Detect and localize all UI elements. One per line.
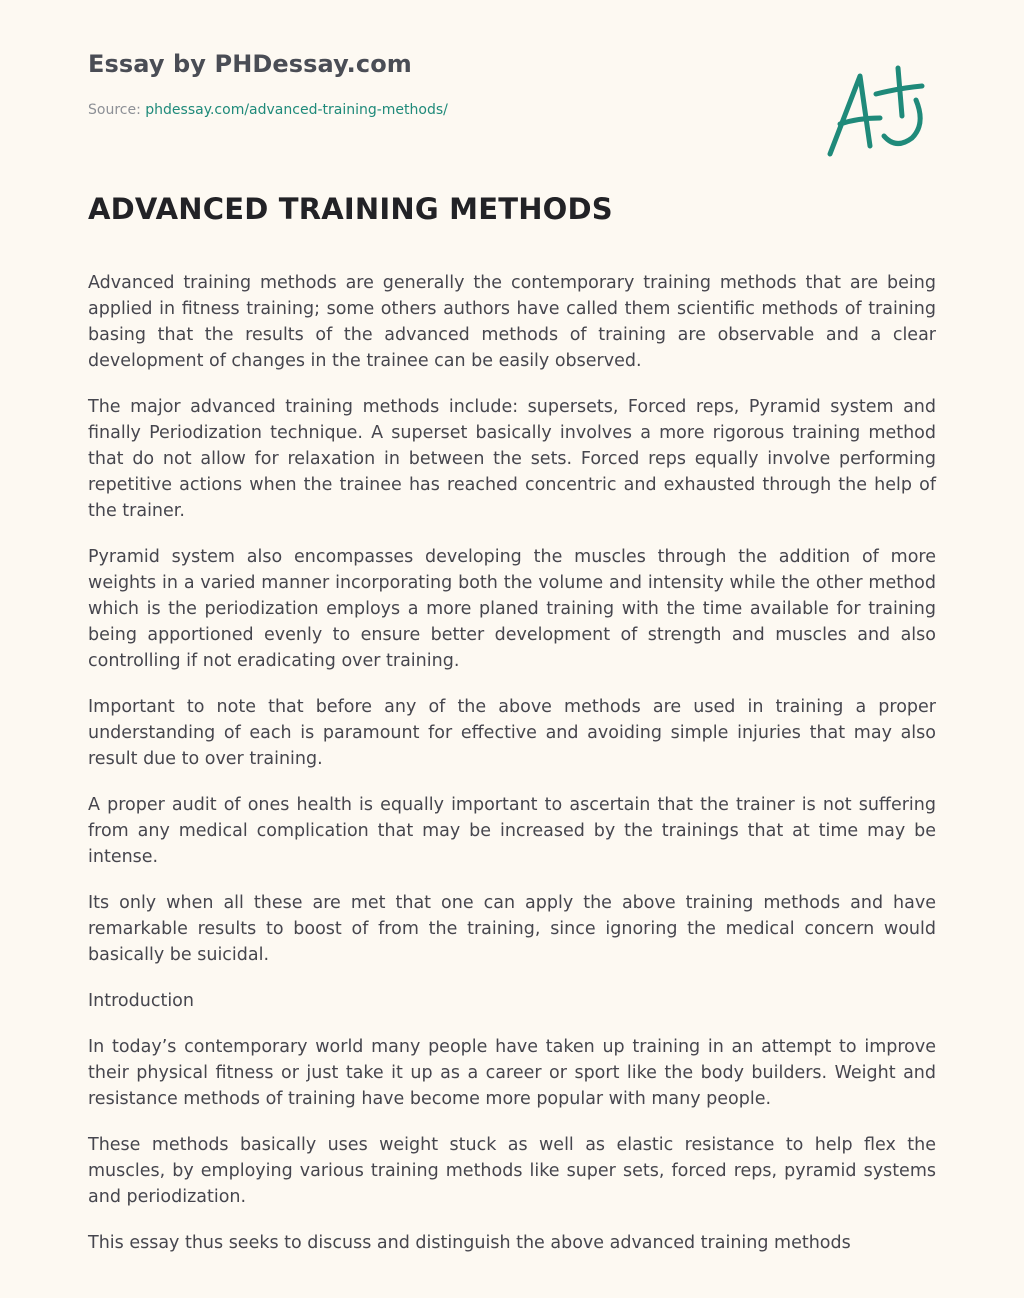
source-label: Source:: [88, 102, 141, 118]
source-link[interactable]: phdessay.com/advanced-training-methods/: [145, 102, 448, 118]
essay-body: [88, 270, 936, 1276]
paragraph: In today’s contemporary world many people have taken up training in an attempt to improve their physical fitness or just take it up as a career or sport like the body builders. Weight and resistance methods of training have become more popular with many people.: [88, 1037, 936, 1109]
site-title[interactable]: Essay by PHDessay.com: [88, 50, 412, 78]
page-title: ADVANCED TRAINING METHODS: [88, 192, 613, 226]
paragraph: The major advanced training methods include: supersets, Forced reps, Pyramid system and finally Periodization technique. A superset basically involves a more rigorous training method that do not allow for relaxation in between the sets. Forced reps equally involve performing repetitive actions when the trainee has reached concentric and exhausted through the help of the trainer.: [88, 397, 936, 521]
paragraph: Important to note that before any of the above methods are used in training a proper understanding of each is paramount for effective and avoiding simple injuries that may also result due to over training.: [88, 697, 936, 769]
section-heading: Introduction: [88, 991, 194, 1011]
paragraph: Advanced training methods are generally the contemporary training methods that are being applied in fitness training; some others authors have called them scientific methods of training basing that the results of the advanced methods of training are observable and a clear development of changes in the trainee can be easily observed.: [88, 273, 936, 371]
a-plus-grade-icon: [818, 62, 934, 166]
paragraph: Its only when all these are met that one can apply the above training methods and have remarkable results to boost of from the training, since ignoring the medical concern would basically be suicidal.: [88, 893, 936, 965]
paragraph: A proper audit of ones health is equally important to ascertain that the trainer is not suffering from any medical complication that may be increased by the trainings that at time may be intense.: [88, 795, 936, 867]
paragraph: These methods basically uses weight stuck as well as elastic resistance to help flex the muscles, by employing various training methods like super sets, forced reps, pyramid systems and periodization.: [88, 1135, 936, 1207]
paragraph: Pyramid system also encompasses developing the muscles through the addition of more weights in a varied manner incorporating both the volume and intensity while the other method which is the periodization employs a more planed training with the time available for training being apportioned evenly to ensure better development of strength and muscles and also controlling if not eradicating over training.: [88, 547, 936, 671]
paragraph: This essay thus seeks to discuss and distinguish the above advanced training methods: [88, 1233, 851, 1253]
